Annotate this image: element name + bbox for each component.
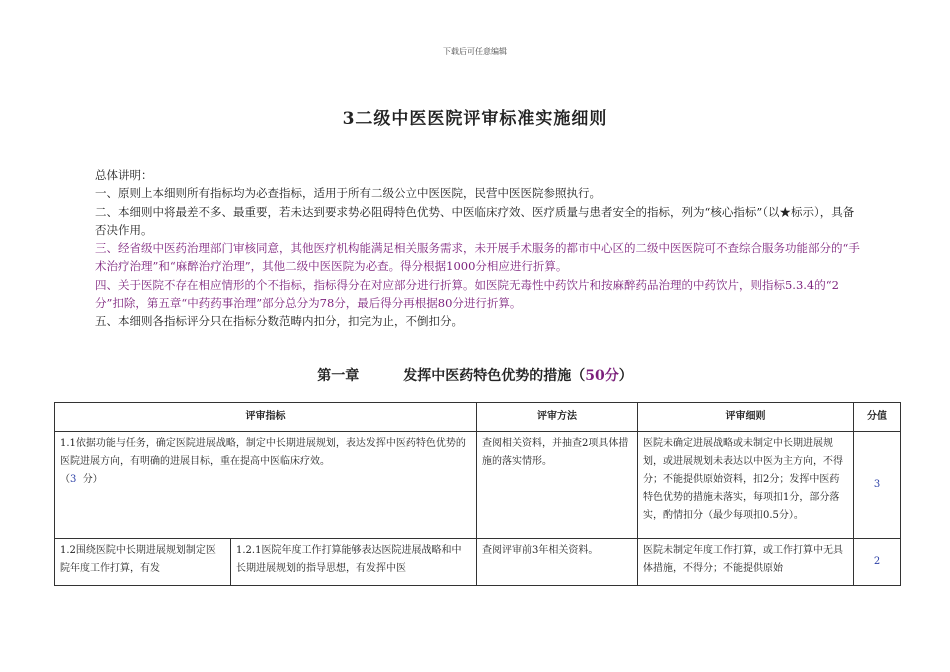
document-title: 3二级中医医院评审标准实施细则 [342, 109, 608, 129]
header-method: 评审方法 [477, 403, 638, 432]
intro-heading: 总体讲明： [95, 168, 153, 182]
intro-section [95, 166, 865, 331]
chapter-title: 发挥中医药特色优势的措施（ [403, 368, 586, 384]
intro-paragraph-5: 五、本细则各指标评分只在指标分数范畴内扣分，扣完为止，不倒扣分。 [95, 314, 463, 329]
method-cell: 查阅评审前3年相关资料。 [477, 539, 638, 586]
sub-indicator-cell: 1.2.1医院年度工作打算能够表达医院进展战略和中长期进展规划的指导思想，有发挥中医 [231, 539, 477, 586]
detail-cell: 医院未确定进展战略或未制定中长期进展规划，或进展规划未表达以中医为主方向，不得分；不能提供原始资料，扣2分；发挥中医药特色优势的措施未落实，每项扣1分，部分落实，酌情扣分（最少每项扣0.5分）。 [638, 432, 854, 539]
intro-paragraph-4: 四、关于医院不存在相应情形的个不指标，指标得分在对应部分进行折算。如医院无毒性中药饮片和按麻醉药品治理的中药饮片，则指标5.3.4的“2分”扣除，第五章“中药药事治理”部分总分为78分，最后得分再根据80分进行折算。 [95, 277, 839, 311]
indicator-score: 3 [70, 474, 77, 485]
table-row [55, 432, 901, 539]
detail-cell: 医院未制定年度工作打算，或工作打算中无具体措施，不得分；不能提供原始 [638, 539, 854, 586]
method-cell: 查阅相关资料，并抽查2项具体措施的落实情形。 [477, 432, 638, 539]
intro-paragraph-2: 二、本细则中将最差不多、最重要，若未达到要求势必阻碍特色优势、中医临床疗效、医疗质量与患者安全的指标，列为“核心指标”（以★标示），具备否决作用。 [95, 204, 855, 237]
header-detail: 评审细则 [638, 403, 854, 432]
header-score: 分值 [854, 403, 901, 432]
indicator-score-close: 分） [82, 474, 103, 485]
chapter-close: ） [618, 368, 633, 384]
criteria-table [54, 402, 901, 586]
header-watermark: 下载后可任意编辑 [443, 47, 507, 56]
table-row [55, 539, 901, 586]
table-header-row [55, 403, 901, 432]
indicator-cell [55, 432, 477, 539]
header-indicator: 评审指标 [55, 403, 477, 432]
intro-paragraph-3: 三、经省级中医药治理部门审核同意，其他医疗机构能满足相关服务需求，未开展手术服务的都市中心区的二级中医医院可不查综合服务功能部分的“手术治疗治理”和“麻醉治疗治理”，其他二级中医医院为必查。得分根据1000分相应进行折算。 [95, 241, 860, 274]
indicator-cell: 1.2围绕医院中长期进展规划制定医院年度工作打算，有发 [55, 539, 231, 586]
chapter-score: 50分 [585, 368, 619, 384]
score-cell: 3 [854, 432, 901, 539]
indicator-score-open: （ [60, 474, 70, 485]
intro-paragraph-1: 一、原则上本细则所有指标均为必查指标，适用于所有二级公立中医医院，民营中医医院参照执行。 [95, 186, 601, 201]
score-cell: 2 [854, 539, 901, 586]
chapter-heading [0, 365, 950, 385]
indicator-text: 1.1依据功能与任务，确定医院进展战略，制定中长期进展规划，表达发挥中医药特色优势的医院进展方向，有明确的进展目标，重在提高中医临床疗效。 [60, 438, 466, 467]
chapter-label: 第一章 [317, 368, 360, 384]
